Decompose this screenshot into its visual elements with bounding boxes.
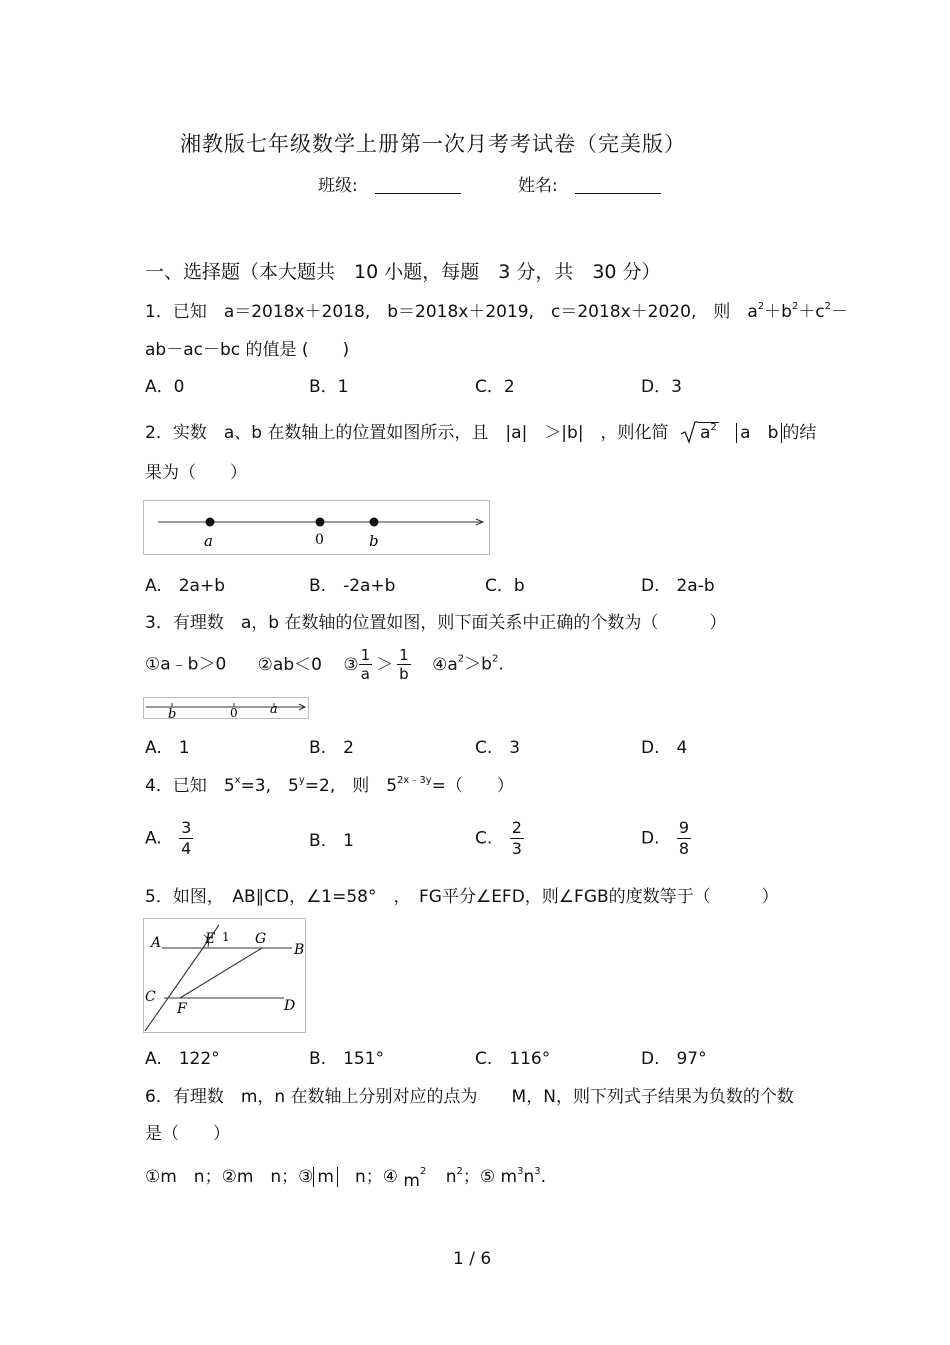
line-fg xyxy=(180,948,262,998)
q5-option-c: C. 116° xyxy=(475,1049,551,1069)
q2-option-d: D. 2a-b xyxy=(641,576,715,596)
label-b: b xyxy=(168,707,177,718)
label-F: F xyxy=(177,1001,187,1017)
q5-parallel-lines-figure xyxy=(143,918,306,1033)
point-a xyxy=(206,518,215,527)
q4-option-b: B. 1 xyxy=(309,831,354,851)
sqrt-sign-icon xyxy=(680,420,698,444)
question-2-stem: 2．实数 a、b 在数轴上的位置如图所示，且 |a| ＞|b| ，则化简 $a^2$ a b 的结 xyxy=(145,422,817,443)
label-1: 1 xyxy=(222,930,230,944)
name-blank xyxy=(575,177,661,194)
page-title: 湘教版七年级数学上册第一次月考考试卷（完美版） xyxy=(180,132,686,156)
label-0: 0 xyxy=(315,532,324,548)
label-a: a xyxy=(270,702,278,717)
q5-option-d: D. 97° xyxy=(641,1049,707,1069)
q2-option-a: A. 2a+b xyxy=(145,576,226,596)
q1-option-a: A．0 xyxy=(145,377,185,397)
label-b: b xyxy=(369,532,379,550)
q4-option-d: D. $\frac{9}{8}$ xyxy=(641,818,690,858)
q3-option-a: A. 1 xyxy=(145,738,190,758)
label-C: C xyxy=(145,989,156,1005)
question-1-stem-cont: ab－ac－bc 的值是 ( ) xyxy=(145,340,350,360)
q2-option-b: B. -2a+b xyxy=(309,576,396,596)
question-6-stem-cont: 是（ ） xyxy=(145,1124,230,1144)
class-field xyxy=(318,176,461,196)
q3-number-line-figure xyxy=(143,697,309,719)
q3-option-b: B. 2 xyxy=(309,738,354,758)
class-blank xyxy=(375,177,461,194)
label-A: A xyxy=(151,935,162,951)
name-label: 姓名: xyxy=(518,176,558,196)
point-0 xyxy=(316,518,325,527)
question-3-relations: ①a﹣b＞0 ②ab＜0 ③ $\frac{1}{a}$ ＞ $\frac{1}{b}$ $④a^2>b^2$. xyxy=(145,646,504,683)
name-field xyxy=(518,176,661,196)
question-1-stem: 1．已知 a＝2018x＋2018, b＝2018x＋2019, c＝2018x＋2020, 则 $a^2+b^2+c^2-$ xyxy=(145,301,849,322)
label-E: E xyxy=(205,931,216,947)
q1-option-d: D．3 xyxy=(641,377,682,397)
label-D: D xyxy=(284,998,296,1014)
sqrt-expression: $a^2$ xyxy=(680,420,719,444)
q2-number-line-figure xyxy=(143,500,490,555)
q1-option-c: C．2 xyxy=(475,377,515,397)
question-2-stem-cont: 果为（ ） xyxy=(145,463,247,483)
q5-option-a: A. 122° xyxy=(145,1049,220,1069)
q3-option-c: C. 3 xyxy=(475,738,521,758)
label-a: a xyxy=(204,532,213,550)
question-5-stem: 5．如图， AB∥CD，∠1=58° ， FG平分∠EFD，则∠FGB的度数等于（ ） xyxy=(145,887,779,907)
q3-option-d: D. 4 xyxy=(641,738,688,758)
section-heading: 一、选择题（本大题共 10 小题，每题 3 分，共 30 分） xyxy=(145,261,661,283)
q5-option-b: B. 151° xyxy=(309,1049,385,1069)
label-0: 0 xyxy=(230,706,238,718)
q2-option-c: C．b xyxy=(485,576,525,596)
q4-option-c: C. $\frac{2}{3}$ xyxy=(475,818,522,858)
question-4-stem: 4．已知 $5^x=3$, $5^y=2$, 则 $5^{2x﹣3y}=$（ ） xyxy=(145,775,514,796)
q1-option-b: B．1 xyxy=(309,377,349,397)
q4-option-a: A. $\frac{3}{4}$ xyxy=(145,818,192,858)
class-label: 班级: xyxy=(318,176,358,196)
question-6-expressions: ①m n；②m n；③ m n；④ $m^2$ $n^2$；⑤ $m^3n^3$. xyxy=(145,1166,547,1191)
point-b xyxy=(370,518,379,527)
label-B: B xyxy=(294,942,305,958)
page-number: 1 / 6 xyxy=(453,1249,492,1269)
label-G: G xyxy=(255,931,267,947)
question-6-stem: 6．有理数 m，n 在数轴上分别对应的点为 M，N，则下列式子结果为负数的个数 xyxy=(145,1087,794,1107)
question-3-stem: 3．有理数 a，b 在数轴的位置如图，则下面关系中正确的个数为（ ） xyxy=(145,613,727,633)
